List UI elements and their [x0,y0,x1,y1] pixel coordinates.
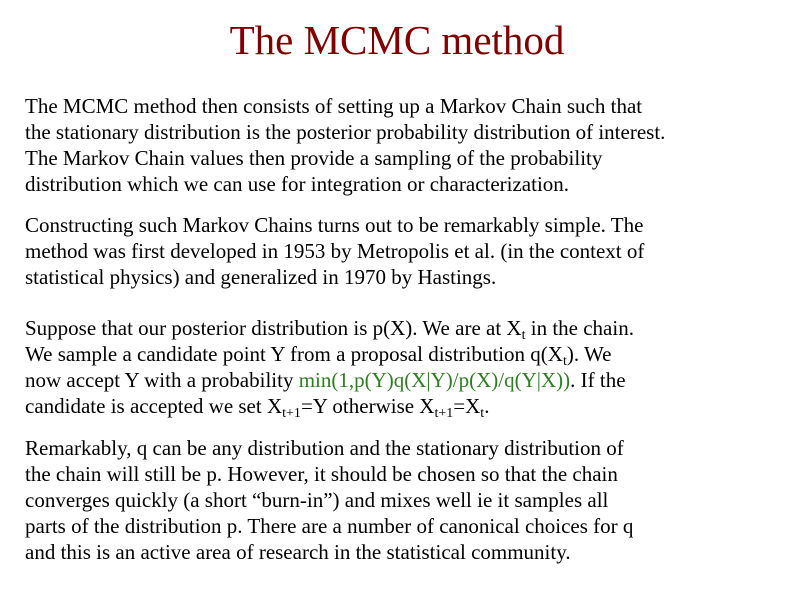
text-segment: We sample a candidate point Y from a proposal distribution q(X [25,342,563,366]
text-line: method was first developed in 1953 by Metropolis et al. (in the context of [25,239,645,263]
text-segment: . If the [570,368,626,392]
text-segment: ). We [566,342,612,366]
text-line: the stationary distribution is the posterior probability distribution of interest. [25,120,666,144]
paragraph-algorithm [25,315,770,419]
text-line [25,315,770,341]
text-line: parts of the distribution p. There are a number of canonical choices for q [25,514,634,538]
paragraph-history [25,212,770,290]
text-line: Remarkably, q can be any distribution and the stationary distribution of [25,436,624,460]
text-line [25,393,770,419]
subscript: t [480,406,485,421]
text-segment: now accept Y with a probability [25,368,299,392]
text-line: distribution which we can use for integration or characterization. [25,172,570,196]
subscript: t+1 [282,406,301,421]
text-line: The MCMC method then consists of setting up a Markov Chain such that [25,94,643,118]
text-segment: Suppose that our posterior distribution is p(X). We are at X [25,316,522,340]
text-line [25,341,770,367]
acceptance-formula: min(1,p(Y)q(X|Y)/p(X)/q(Y|X)) [298,368,571,392]
text-segment: in the chain. [525,316,634,340]
slide-title: The MCMC method [229,17,565,63]
subscript: t+1 [434,406,454,421]
text-line: Constructing such Markov Chains turns out to be remarkably simple. The [25,213,644,237]
text-line [25,367,770,393]
paragraph-intro [25,93,770,197]
text-line: and this is an active area of research in the statistical community. [25,540,571,564]
text-line: The Markov Chain values then provide a sampling of the probability [25,146,603,170]
text-segment: =Y otherwise X [300,394,435,418]
text-segment: . [484,394,490,418]
text-segment: candidate is accepted we set X [25,394,283,418]
subscript: t [562,354,567,369]
subscript: t [521,328,526,343]
paragraph-proposal [25,435,770,565]
text-line: converges quickly (a short “burn-in”) and mixes well ie it samples all [25,488,609,512]
text-line: the chain will still be p. However, it should be chosen so that the chain [25,462,618,486]
text-segment: =X [453,394,481,418]
text-line: statistical physics) and generalized in 1970 by Hastings. [25,265,497,289]
